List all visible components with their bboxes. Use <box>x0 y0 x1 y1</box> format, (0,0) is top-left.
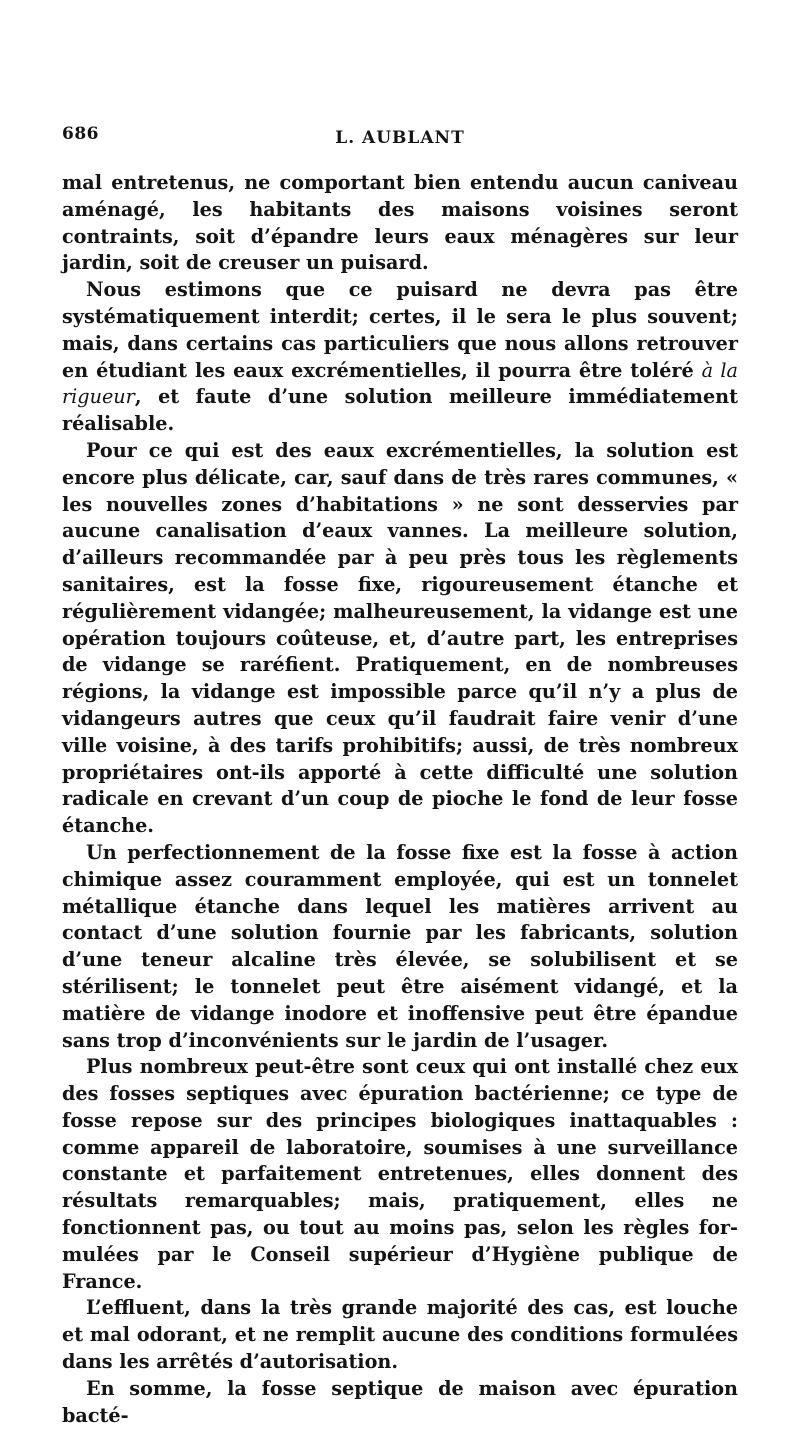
paragraph: Plus nombreux peut-être sont ceux qui ont installé chez eux des fosses septiques avec épuration bactérienne; ce type de fosse repose sur des principes biologiques inattaquables : comme appareil de laboratoire, soumises à une surveillance constante et parfaitement entretenues, elles donnent des résultats remarquables; mais, pratiquement, elles ne fonctionnent pas, ou tout au moins pas, selon les règles formulées par le Conseil supérieur d’Hygiène publique de France. <box>62 1055 738 1293</box>
italic-phrase: à la rigueur <box>62 358 738 409</box>
running-title: L. AUBLANT <box>335 128 465 148</box>
paragraph: mal entretenus, ne comportant bien entendu aucun caniveau aménagé, les habitants des maisons voisines seront contraints, soit d’épandre leurs eaux ménagères sur leur jardin, soit de creuser un puisard. <box>62 171 738 275</box>
paragraph-text: , et faute d’une solution meilleure immédiatement réalisable. <box>62 385 738 436</box>
paragraph: En somme, la fosse septique de maison avec épuration bacté- <box>62 1376 738 1427</box>
paragraph: L’effluent, dans la très grande majorité des cas, est louche et mal odorant, et ne remplit aucune des conditions formulées dans les arrêtés d’autorisation. <box>62 1296 738 1374</box>
paragraph: Pour ce qui est des eaux excrémentielles, la solution est encore plus délicate, car, sauf dans de très rares communes, « les nouvelles zones d’habitations » ne sont desservies par aucune canalisation d’eaux vannes. La meilleure solution, d’ailleurs recommandée par à peu près tous les règlements sanitaires, est la fosse fixe, rigoureusement étanche et régulièrement vidangée; malheureusement, la vidange est une opération toujours coûteuse, et, d’autre part, les entreprises de vidange se raréfient. Pratiquement, en de nombreuses régions, la vidange est impossible parce qu’il n’y a plus de vidangeurs autres que ceux qu’il faudrait faire venir d’une ville voisine, à des tarifs prohibitifs; aussi, de très nombreux propriétaires ont-ils apporté à cette difficulté une solution radicale en crevant d’un coup de pioche le fond de leur fosse étanche. <box>62 438 738 838</box>
page-number: 686 <box>62 124 99 144</box>
page-header <box>62 120 738 152</box>
body-text <box>62 170 738 1429</box>
paragraph-text: Nous estimons que ce puisard ne devra pas être systématiquement interdit; certes, il le sera le plus souvent; mais, dans certains cas particuliers que nous allons retrouver en étudiant les eaux excrémentielles, il pourra être toléré <box>62 278 738 382</box>
paragraph: Un perfectionnement de la fosse fixe est la fosse à action chimique assez couramment employée, qui est un tonnelet métallique étanche dans lequel les matières arrivent au contact d’une solution fournie par les fabricants, solution d’une teneur alcaline très élevée, se solubilisent et se stérilisent; le tonnelet peut être aisément vidangé, et la matière de vidange inodore et inoffensive peut être épandue sans trop d’inconvénients sur le jardin de l’usager. <box>62 840 738 1052</box>
paragraph <box>62 277 738 438</box>
